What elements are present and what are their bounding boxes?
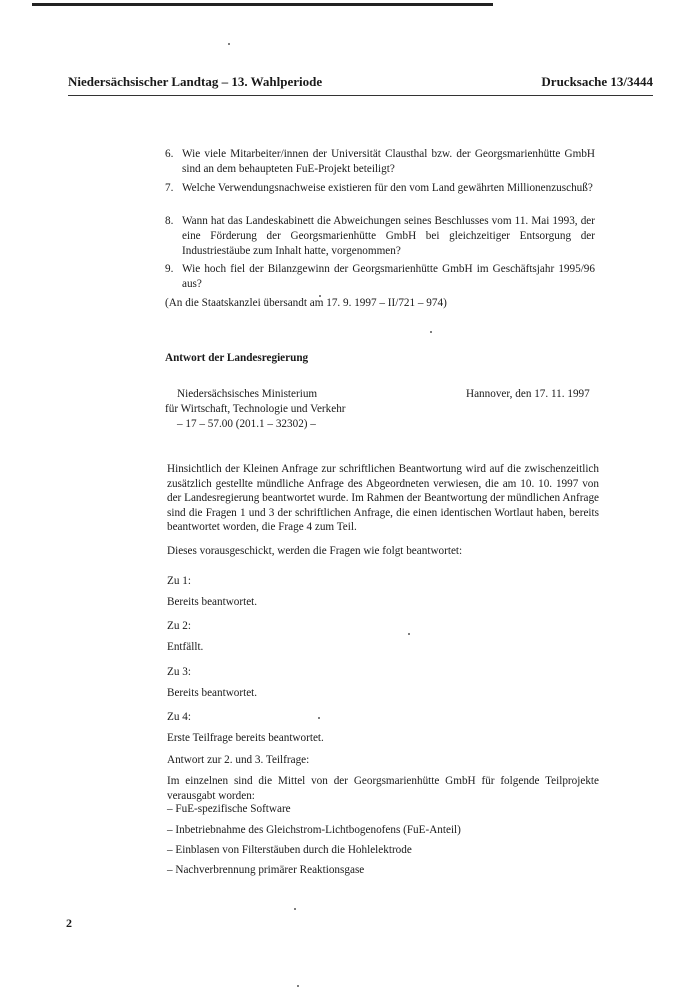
question-7 — [165, 181, 595, 196]
sender-line-1: Niedersächsisches Ministerium — [177, 388, 318, 400]
project-item: – Inbetriebnahme des Gleichstrom-Lichtbogenofens (FuE-Anteil) — [167, 824, 461, 836]
answer-text-3: Bereits beantwortet. — [167, 687, 258, 699]
question-text: Wie hoch fiel der Bilanzgewinn der Georgsmarienhütte GmbH im Geschäftsjahr 1995/96 aus? — [182, 263, 595, 290]
question-text: Wann hat das Landeskabinett die Abweichungen seines Beschlusses vom 11. Mai 1993, der eine Förderung der Georgsmarienhütte GmbH bei gleichzeitiger Entsorgung der Industriestäube zum Inhalt hatte, vorgenommen? — [182, 215, 595, 257]
answer-label-4: Zu 4: — [167, 711, 191, 723]
place-date: Hannover, den 17. 11. 1997 — [466, 388, 590, 400]
answer-text-4: Erste Teilfrage bereits beantwortet. — [167, 732, 324, 744]
scan-speck — [228, 43, 230, 45]
answer-heading: Antwort der Landesregierung — [165, 352, 309, 364]
question-text: Welche Verwendungsnachweise existieren für den vom Land gewährten Millionenzuschuß? — [182, 182, 593, 194]
intro-paragraph: Hinsichtlich der Kleinen Anfrage zur schriftlichen Beantwortung wird auf die zwischenzeitlich zusätzlich gestellte mündliche Anfrage des Abgeordneten verwiesen, die am 10. 10. 1997 von der Landesregierung beantwortet wurde. Im Rahmen der Beantwortung der mündlichen Anfrage sind die Fragen 1 und 3 der schriftlichen Anfrage, die einen identischen Wortlaut haben, bereits beantwortet worden, die Frage 4 zum Teil. — [167, 463, 599, 533]
sender-line-2: für Wirtschaft, Technologie und Verkehr — [165, 403, 346, 415]
answer-text-1: Bereits beantwortet. — [167, 596, 258, 608]
sender-line-3: – 17 – 57.00 (201.1 – 32302) – — [177, 418, 316, 430]
scan-speck — [408, 633, 410, 635]
scan-speck — [294, 908, 296, 910]
question-number: 9. — [165, 263, 174, 275]
question-number: 6. — [165, 148, 174, 160]
answer-label-1: Zu 1: — [167, 575, 191, 587]
project-item: – FuE-spezifische Software — [167, 803, 291, 815]
scan-speck — [318, 717, 320, 719]
question-text: Wie viele Mitarbeiter/innen der Universität Clausthal bzw. der Georgsmarienhütte GmbH sind an dem behaupteten FuE-Projekt beteiligt? — [182, 148, 595, 175]
project-item: – Einblasen von Filterstäuben durch die Hohlelektrode — [167, 844, 412, 856]
header-rule — [68, 95, 653, 96]
header-right: Drucksache 13/3444 — [541, 74, 653, 89]
page-header — [68, 74, 653, 90]
scan-speck — [430, 331, 432, 333]
question-8 — [165, 214, 595, 259]
projects-intro: Im einzelnen sind die Mittel von der Georgsmarienhütte GmbH für folgende Teilprojekte verausgabt worden: — [167, 775, 599, 802]
question-number: 7. — [165, 182, 174, 194]
answer-label-2: Zu 2: — [167, 620, 191, 632]
preface: Dieses vorausgeschickt, werden die Fragen wie folgt beantwortet: — [167, 545, 463, 557]
answer-subheading: Antwort zur 2. und 3. Teilfrage: — [167, 754, 310, 766]
answer-label-3: Zu 3: — [167, 666, 191, 678]
question-9 — [165, 262, 595, 292]
forwarded-note: (An die Staatskanzlei übersandt am 17. 9. 1997 – II/721 – 974) — [165, 297, 447, 309]
scan-speck — [319, 295, 321, 297]
top-rule — [32, 3, 493, 6]
header-left: Niedersächsischer Landtag – 13. Wahlperiode — [68, 74, 323, 89]
page-number: 2 — [66, 916, 72, 930]
question-number: 8. — [165, 215, 174, 227]
question-6 — [165, 147, 595, 177]
answer-text-2: Entfällt. — [167, 641, 204, 653]
project-item: – Nachverbrennung primärer Reaktionsgase — [167, 864, 365, 876]
scan-speck — [297, 985, 299, 987]
